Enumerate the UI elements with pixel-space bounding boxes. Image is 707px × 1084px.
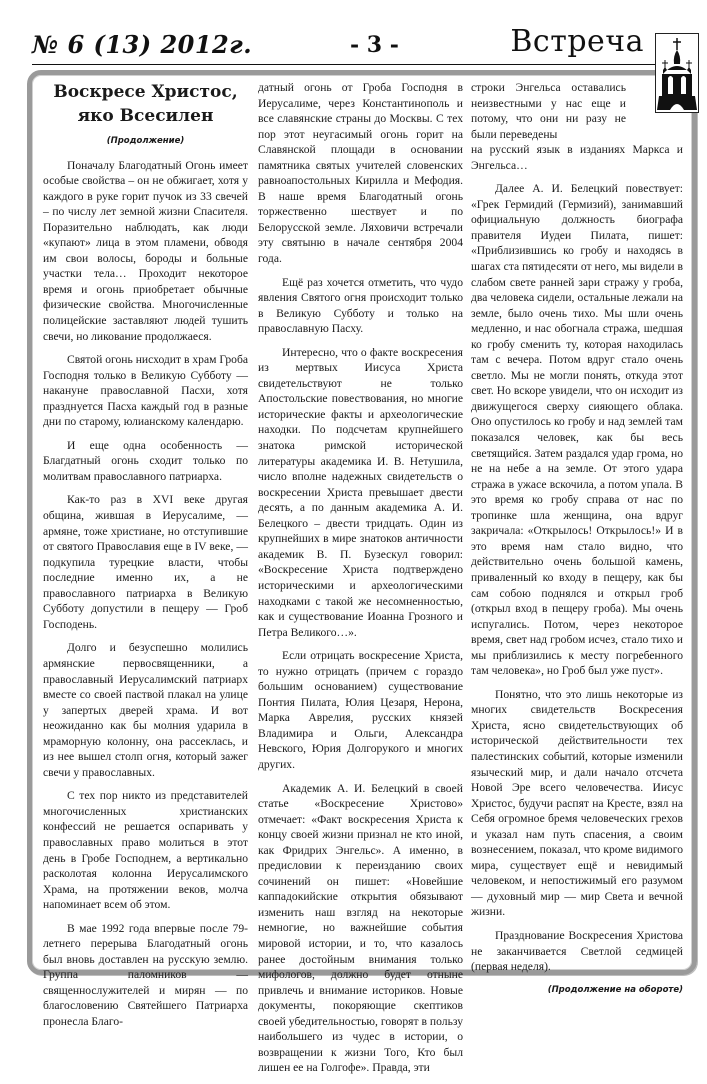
article-column-2 xyxy=(258,80,463,1084)
article-column-1 xyxy=(43,80,248,1038)
paragraph: Академик А. И. Белецкий в своей статье «Воскресение Христово» отмечает: «Факт воскресения Христа к концу своей жизни признал не кто иной, как Фридрих Энгельс». А именно, в предисловии к переизданию своих сочинений он пишет: «Новейшие каппадокийские открытия обязывают изменить наш взгляд на некоторые немногие, но важнейшие события мировой истории, и то, что казалось ранее достойным внимания только мифологов, должно будет отныне привлечь и внимание историков. Новые документы, покоряющие скептиков своей убедительностью, говорят в пользу наибольшего из чудес в истории, о возвращении к жизни Того, Кто был лишен ее на Голгофе». Правда, эти xyxy=(258,781,463,1075)
article-subtitle: (Продолжение) xyxy=(106,136,185,146)
page-header xyxy=(32,24,652,68)
paragraph: С тех пор никто из представителей многочисленных христианских конфессий не решается оспаривать у православных право молиться в этот день в Гробе Господнем, а вертикально расколотая колонна Иерусалимского Храма, на протяжении веков, молча напоминает всем об этом. xyxy=(43,789,248,912)
paragraph: Далее А. И. Белецкий повествует: «Грек Гермидий (Гермизий), занимавший официальную должность биографа правителя Иудеи Пилата, пишет: «Приблизившись ко гробу и находясь в шагах ста пятидесяти от него, мы видели в слабом свете ранней зари стражу у гроба, два человека сидели, остальные лежали на земле, было очень тихо. Мы шли очень медленно, и нас обогнала стража, шедшая ко гробу сменить ту, которая находилась там с вечера. Потом вдруг стало очень светло. Мы не могли понять, откуда этот свет. Но вскоре увидели, что он исходит из движущегося сверху сияющего облака. Оно опустилось ко гробу и над землей там показался человек, как бы весь светящийся. Затем раздался удар грома, но не на небе а на земле. От этого удара стража в ужасе вскочила, а потом упала. В это время ко гробу справа от нас по тропинке шла женщина, она вдруг закричала: «Открылось! Открылось!» И в это время нам стало видно, что действительно очень большой камень, приваленный ко входу в пещеру, как бы сам собою поднялся и открыл гроб (открыл вход в пещеру гроба). Мы очень испугались. Потом, через некоторое время, свет над гробом исчез, стало тихо и мы приблизились к месту погребенного там человека», но Гроб был уже пуст». xyxy=(471,182,683,678)
paragraph: Как-то раз в XVI веке другая община, жившая в Иерусалиме, — армяне, тоже христиане, но отступившие от святого Православия еще в IV веке, — подкупила турецкие власти, чтобы последние именно их, а не православного патриарха в Великую Субботу допустили в пещеру — Гроб Господень. xyxy=(43,493,248,631)
church-icon xyxy=(655,33,699,113)
issue-number: № 6 (13) 2012г. xyxy=(32,30,253,59)
paragraph: Поначалу Благодатный Огонь имеет особые свойства – он не обжигает, хотя у каждого в руке горит пучок из 33 свечей – по числу лет земной жизни Спасителя. Поразительно наблюдать, как люди «купают» лица в этом пламени, обводя им свои волосы, бороды и больные участки тела… Проходит некоторое время и огонь приобретает обычные физические свойства. Многочисленные полицейские заставляют людей тушить свечи, но ликование продолжаеся. xyxy=(43,158,248,343)
paragraph-rest: на русский язык в изданиях Маркса и Энгельса… xyxy=(471,143,683,172)
paragraph: датный огонь от Гроба Господня в Иерусалиме, через Константинополь и все славянские страны до Москвы. С тех пор этот неугасимый огонь горит на Славянской площади в основании памятника святых учителей словенских равноапостольных Кирилла и Мефодия. В наше время Благодатный огонь торжественно шествует и по Белорусской земле. Ляховичи встречали эту святыню в начале сентября 2004 года. xyxy=(258,81,463,266)
paragraph: Долго и безуспешно молились армянские первосвященники, а православный Иерусалимский патриарх вместе со своей паствой плакал на улице у запертых дверей храма. И вот неожиданно как бы молния ударила в мраморную колонну, она рассеклась, и из нее вышел столп огня, который зажег свечи у православных. xyxy=(43,641,248,779)
paragraph: Празднование Воскресения Христова не заканчивается Светлой седмицей (первая неделя). xyxy=(471,928,683,974)
paragraph: Ещё раз хочется отметить, что чудо явления Святого огня происходит только в Великую Субботу и только на православную Пасху. xyxy=(258,275,463,336)
paragraph: Если отрицать воскресение Христа, то нужно отрицать (причем с гораздо большим основанием) существование Понтия Пилата, Юлия Цезаря, Нерона, Марка Аврелия, русских князей Владимира и Ольги, Александра Невского, Юрия Долгорукого и многих других. xyxy=(258,649,463,771)
masthead-title: Встреча xyxy=(510,24,644,59)
paragraph xyxy=(471,80,683,173)
article-title xyxy=(43,80,248,128)
paragraph: В мае 1992 года впервые после 79-летнего перерыва Благодатный огонь был вновь доставлен на русскую землю. Группа паломников — священнослужителей и мирян — по благословению Святейшего Патриарха пронесла Благо- xyxy=(43,921,248,1028)
header-rule xyxy=(32,64,656,65)
paragraph: И еще одна особенность — Благдатный огонь сходит только по молитвам православного патриарха. xyxy=(43,438,248,483)
paragraph: Интересно, что о факте воскресения из мертвых Иисуса Христа свидетельствуют не только Апостольские повествования, но многие исторические факты и археологические находки. По подсчетам крупнейшего знатока римской исторической литературы академика И. В. Нетушила, число вполне надежных свидетельств о воскресении Христа превышает двести десять, а по данным академика А. И. Белецкого – двести тридцать. Один из крупнейших в мире знатоков античности академик В. П. Бузескул говорил: «Воскресение Христа подтверждено историческими и археологическими находками с такой же несомненностью, как и существование Иоанна Грозного и Петра Великого…». xyxy=(258,345,463,639)
paragraph: Понятно, что это лишь некоторые из многих свидетельств Воскресения Христа, ясно свидетельствующих об исторической действительности тех палестинских событий, которые изменили языческий мир, и дали начало отсчета Новой Эре всего человечества. Иисус Христос, будучи распят на Кресте, взял на Себя огромное бремя человеческих грехов и указал нам путь спасения, а своим вознесением, показал, что кроме видимого мира, существует ещё и невидимый человеком, и непостижимый его разумом — духовный мир — мир Света и вечной жизни. xyxy=(471,687,683,919)
page-number: - 3 - xyxy=(350,32,399,58)
article-column-3 xyxy=(471,80,683,998)
paragraph-top: строки Энгельса оставались неизвестными у нас еще и потому, что они ни разу не были переведены xyxy=(471,81,626,141)
continued-note: (Продолжение на обороте) xyxy=(547,984,683,995)
title-line-1: Воскресе Христос, xyxy=(53,82,238,102)
title-line-2: яко Всесилен xyxy=(77,106,214,126)
paragraph: Святой огонь нисходит в храм Гроба Господня только в Великую Субботу — накануне православной Пасхи, хотя празднуется Пасха каждый год в разные дни по старому, юлианскому календарю. xyxy=(43,353,248,429)
